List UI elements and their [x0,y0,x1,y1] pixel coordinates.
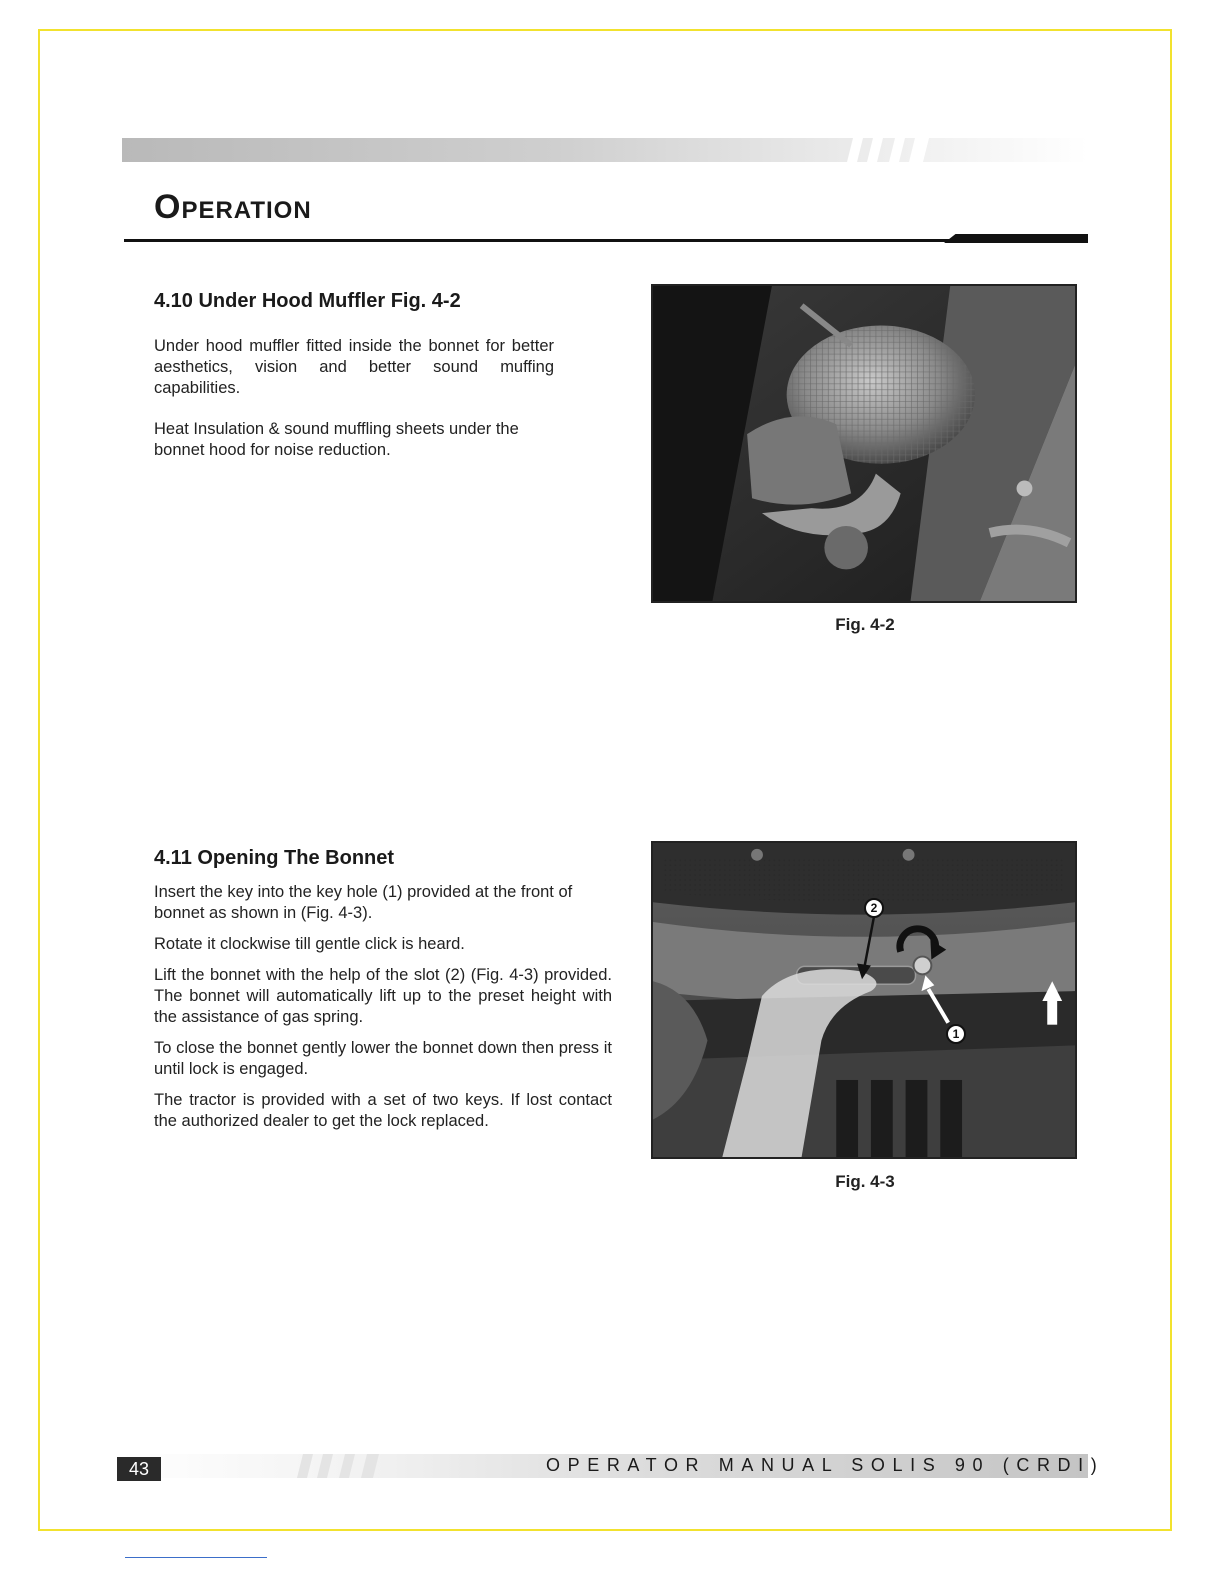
title-rule-tab [944,234,1088,243]
paragraph-close-bonnet: To close the bonnet gently lower the bonnet down then press it until lock is engaged. [154,1039,612,1078]
callout-keyhole-1: 1 [946,1024,966,1044]
band-slash [339,1454,355,1478]
figure-4-3-bonnet-photo [651,841,1077,1159]
paragraph-insert-key: Insert the key into the key hole (1) provided at the front of bonnet as shown in (Fig. 4-3). [154,883,573,922]
paragraph-rotate-clockwise: Rotate it clockwise till gentle click is heard. [154,935,465,953]
band-slash [867,138,883,162]
band-slash [889,138,905,162]
paragraph-muffler-description: Under hood muffler fitted inside the bonnet for better aesthetics, vision and better sound muffing capabilities. [154,337,554,397]
heading-under-hood-muffler: 4.10 Under Hood Muffler Fig. 4-2 [154,290,461,312]
page-border [38,29,1172,1531]
figure-4-2-caption: Fig. 4-2 [835,615,895,634]
page-number: 43 [117,1457,161,1481]
figure-4-3-caption: Fig. 4-3 [835,1172,895,1191]
heading-opening-the-bonnet: 4.11 Opening The Bonnet [154,847,395,869]
band-slash [361,1454,379,1478]
band-slash [297,1454,313,1478]
bottom-link-underline [125,1557,267,1558]
callout-slot-2: 2 [864,898,884,918]
paragraph-lift-bonnet: Lift the bonnet with the help of the slot (2) (Fig. 4-3) provided. The bonnet will automatically lift up to the preset height with the assistance of gas spring. [154,966,612,1026]
paragraph-keys-info: The tractor is provided with a set of two keys. If lost contact the authorized dealer to get the lock replaced. [154,1091,612,1130]
figure-4-2-muffler-photo [651,284,1077,603]
muffler-photo-illustration [653,286,1075,601]
bonnet-photo-illustration [653,843,1075,1157]
band-slash [909,138,929,162]
title-rule [124,239,1088,242]
band-slash [847,138,863,162]
band-slash [317,1454,333,1478]
header-decorative-band [122,138,1088,162]
section-title: Operation [154,188,312,226]
footer-manual-title: OPERATOR MANUAL SOLIS 90 (CRDI) [546,1455,1105,1475]
paragraph-heat-insulation: Heat Insulation & sound muffling sheets under the bonnet hood for noise reduction. [154,420,519,459]
